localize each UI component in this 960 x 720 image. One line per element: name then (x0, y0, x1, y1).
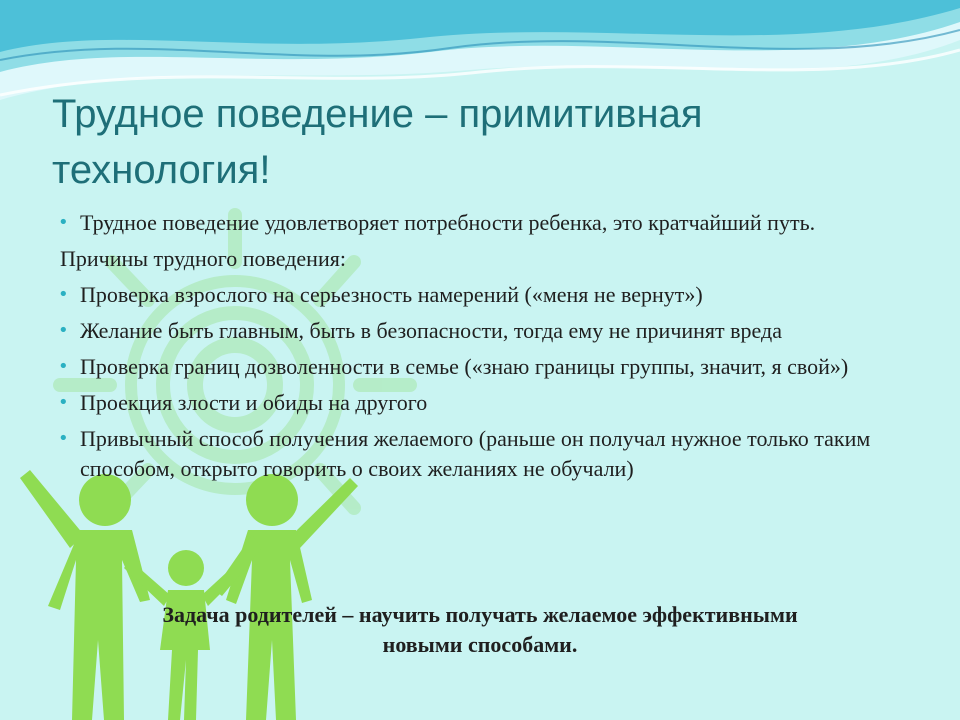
list-item-text: Проверка взрослого на серьезность намерений («меня не вернут») (80, 282, 703, 307)
list-item-text: Желание быть главным, быть в безопасности, тогда ему не причинят вреда (80, 318, 782, 343)
conclusion-text (60, 600, 900, 660)
list-heading-text: Причины трудного поведения: (60, 246, 346, 271)
list-item (58, 208, 898, 238)
list-item (58, 388, 898, 418)
bullet-list (58, 208, 898, 490)
bullet-icon: • (58, 428, 69, 449)
list-item (58, 424, 898, 484)
bullet-icon: • (58, 320, 69, 341)
list-item-text: Проекция злости и обиды на другого (80, 390, 428, 415)
slide-title: Трудное поведение – примитивная технология! (52, 92, 703, 192)
conclusion-line-2: новыми способами. (382, 632, 578, 657)
list-item (58, 352, 898, 382)
list-item (58, 316, 898, 346)
bullet-icon: • (58, 284, 69, 305)
list-item-text: Проверка границ дозволенности в семье («знаю границы группы, значит, я свой») (80, 354, 849, 379)
list-item-text: Трудное поведение удовлетворяет потребности ребенка, это кратчайший путь. (80, 210, 816, 235)
wave-banner (0, 0, 960, 100)
people-figures-illustration (20, 470, 358, 720)
bullet-icon: • (58, 356, 69, 377)
bullet-icon: • (58, 392, 69, 413)
list-heading (58, 244, 898, 274)
list-item-text: Привычный способ получения желаемого (раньше он получал нужное только таким способом, открыто говорить о своих желаниях не обучали) (80, 426, 871, 481)
conclusion-line-1: Задача родителей – научить получать желаемое эффективными (162, 602, 798, 627)
list-item (58, 280, 898, 310)
bullet-icon: • (58, 212, 69, 233)
